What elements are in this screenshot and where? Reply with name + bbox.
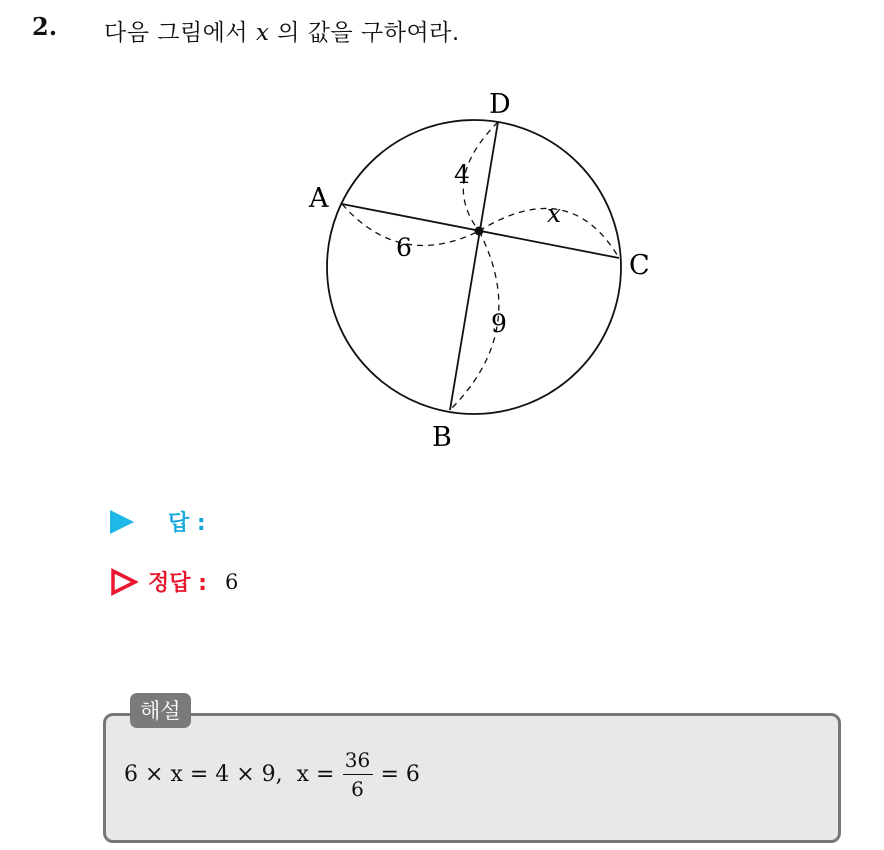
fraction-numerator: 36 — [344, 748, 371, 772]
question-text-after: 의 값을 구하여라. — [277, 20, 460, 46]
play-triangle-icon — [110, 510, 134, 534]
solution-eq-part2: x = — [296, 762, 335, 787]
point-label-c: C — [629, 250, 650, 281]
point-label-d: D — [489, 89, 511, 120]
question-variable: x — [255, 20, 270, 46]
outline-triangle-icon — [110, 568, 138, 596]
correct-answer-label: 정답 : — [148, 571, 207, 596]
solution-eq-result: = 6 — [380, 762, 420, 787]
correct-answer-row — [110, 566, 238, 597]
segment-label-9: 9 — [491, 309, 507, 338]
segment-label-6: 6 — [396, 233, 412, 262]
solution-tag: 해설 — [130, 693, 191, 728]
answer-row — [110, 506, 206, 537]
point-label-a: A — [309, 183, 329, 214]
segment-label-x: x — [547, 199, 562, 228]
question-number: 2. — [32, 12, 58, 41]
point-label-b: B — [432, 422, 452, 453]
fraction-bar — [343, 774, 373, 775]
solution-equation — [124, 748, 420, 801]
question-text-before: 다음 그림에서 — [104, 20, 249, 46]
segment-label-4: 4 — [454, 160, 470, 189]
solution-fraction — [343, 748, 373, 801]
answer-label: 답 : — [168, 511, 206, 536]
solution-eq-part1: 6 × x = 4 × 9, — [124, 762, 283, 787]
correct-answer-value: 6 — [224, 569, 239, 594]
fraction-denominator: 6 — [351, 777, 364, 801]
